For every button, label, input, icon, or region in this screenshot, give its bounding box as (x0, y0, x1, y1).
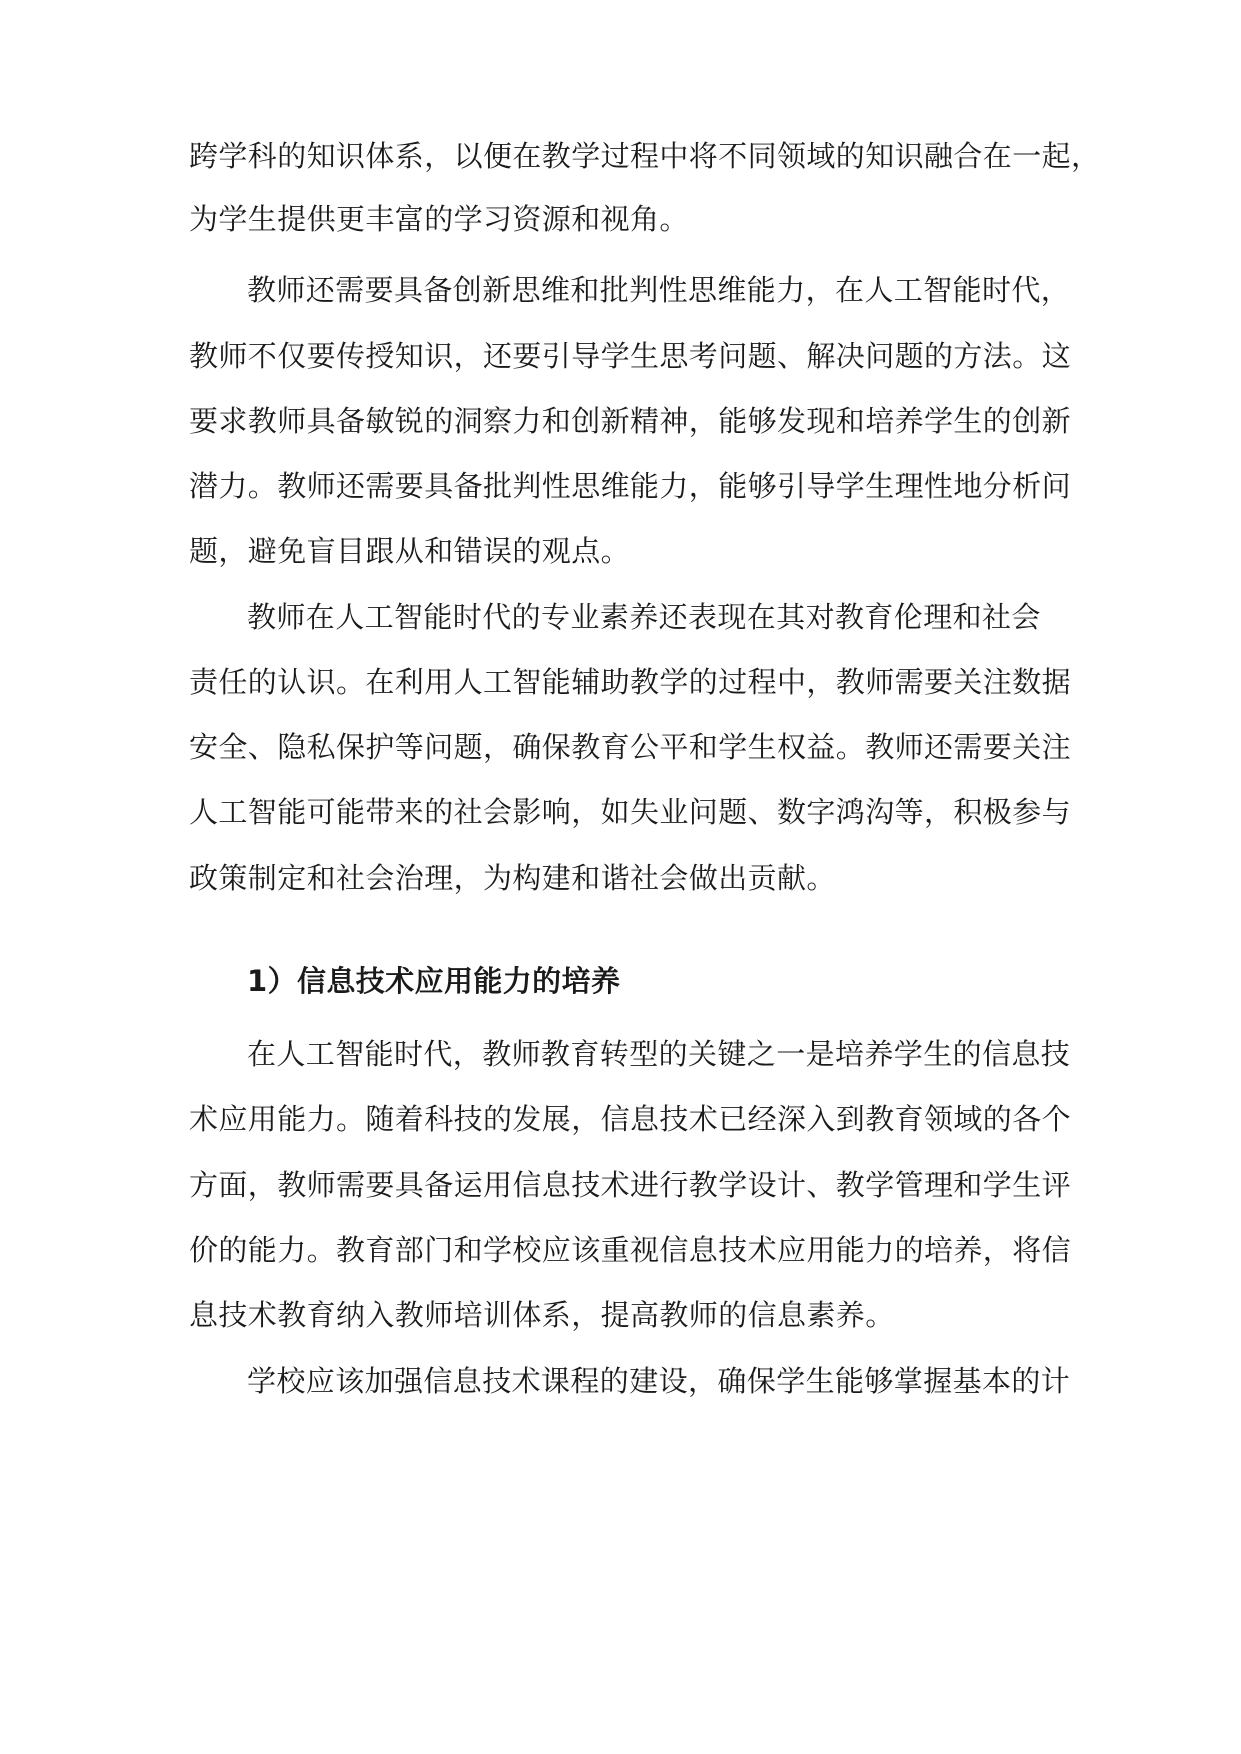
paragraph-line: 安全、隐私保护等问题，确保教育公平和学生权益。教师还需要关注 (189, 730, 1072, 764)
paragraph-line: 教师还需要具备创新思维和批判性思维能力，在人工智能时代， (247, 273, 1071, 307)
paragraph-line: 题，避免盲目跟从和错误的观点。 (189, 534, 631, 568)
paragraph-line: 潜力。教师还需要具备批判性思维能力，能够引导学生理性地分析问 (189, 469, 1072, 503)
paragraph-line: 人工智能可能带来的社会影响，如失业问题、数字鸿沟等，积极参与 (189, 795, 1072, 829)
paragraph-line: 教师在人工智能时代的专业素养还表现在其对教育伦理和社会 (247, 600, 1041, 634)
paragraph-line: 息技术教育纳入教师培训体系，提高教师的信息素养。 (189, 1298, 895, 1332)
paragraph-line: 学校应该加强信息技术课程的建设，确保学生能够掌握基本的计 (247, 1364, 1071, 1398)
section-heading: 1）信息技术应用能力的培养 (247, 964, 621, 998)
paragraph-line: 要求教师具备敏锐的洞察力和创新精神，能够发现和培养学生的创新 (189, 404, 1072, 438)
paragraph-line: 政策制定和社会治理，为构建和谐社会做出贡献。 (189, 861, 836, 895)
paragraph-line: 为学生提供更丰富的学习资源和视角。 (189, 202, 689, 236)
paragraph-line: 跨学科的知识体系，以便在教学过程中将不同领域的知识融合在一起， (189, 139, 1101, 173)
paragraph-line: 价的能力。教育部门和学校应该重视信息技术应用能力的培养，将信 (189, 1233, 1072, 1267)
paragraph-line: 在人工智能时代，教师教育转型的关键之一是培养学生的信息技 (247, 1037, 1071, 1071)
paragraph-line: 教师不仅要传授知识，还要引导学生思考问题、解决问题的方法。这 (189, 339, 1072, 373)
paragraph-line: 方面，教师需要具备运用信息技术进行教学设计、教学管理和学生评 (189, 1168, 1072, 1202)
paragraph-line: 责任的认识。在利用人工智能辅助教学的过程中，教师需要关注数据 (189, 665, 1072, 699)
paragraph-line: 术应用能力。随着科技的发展，信息技术已经深入到教育领域的各个 (189, 1102, 1072, 1136)
